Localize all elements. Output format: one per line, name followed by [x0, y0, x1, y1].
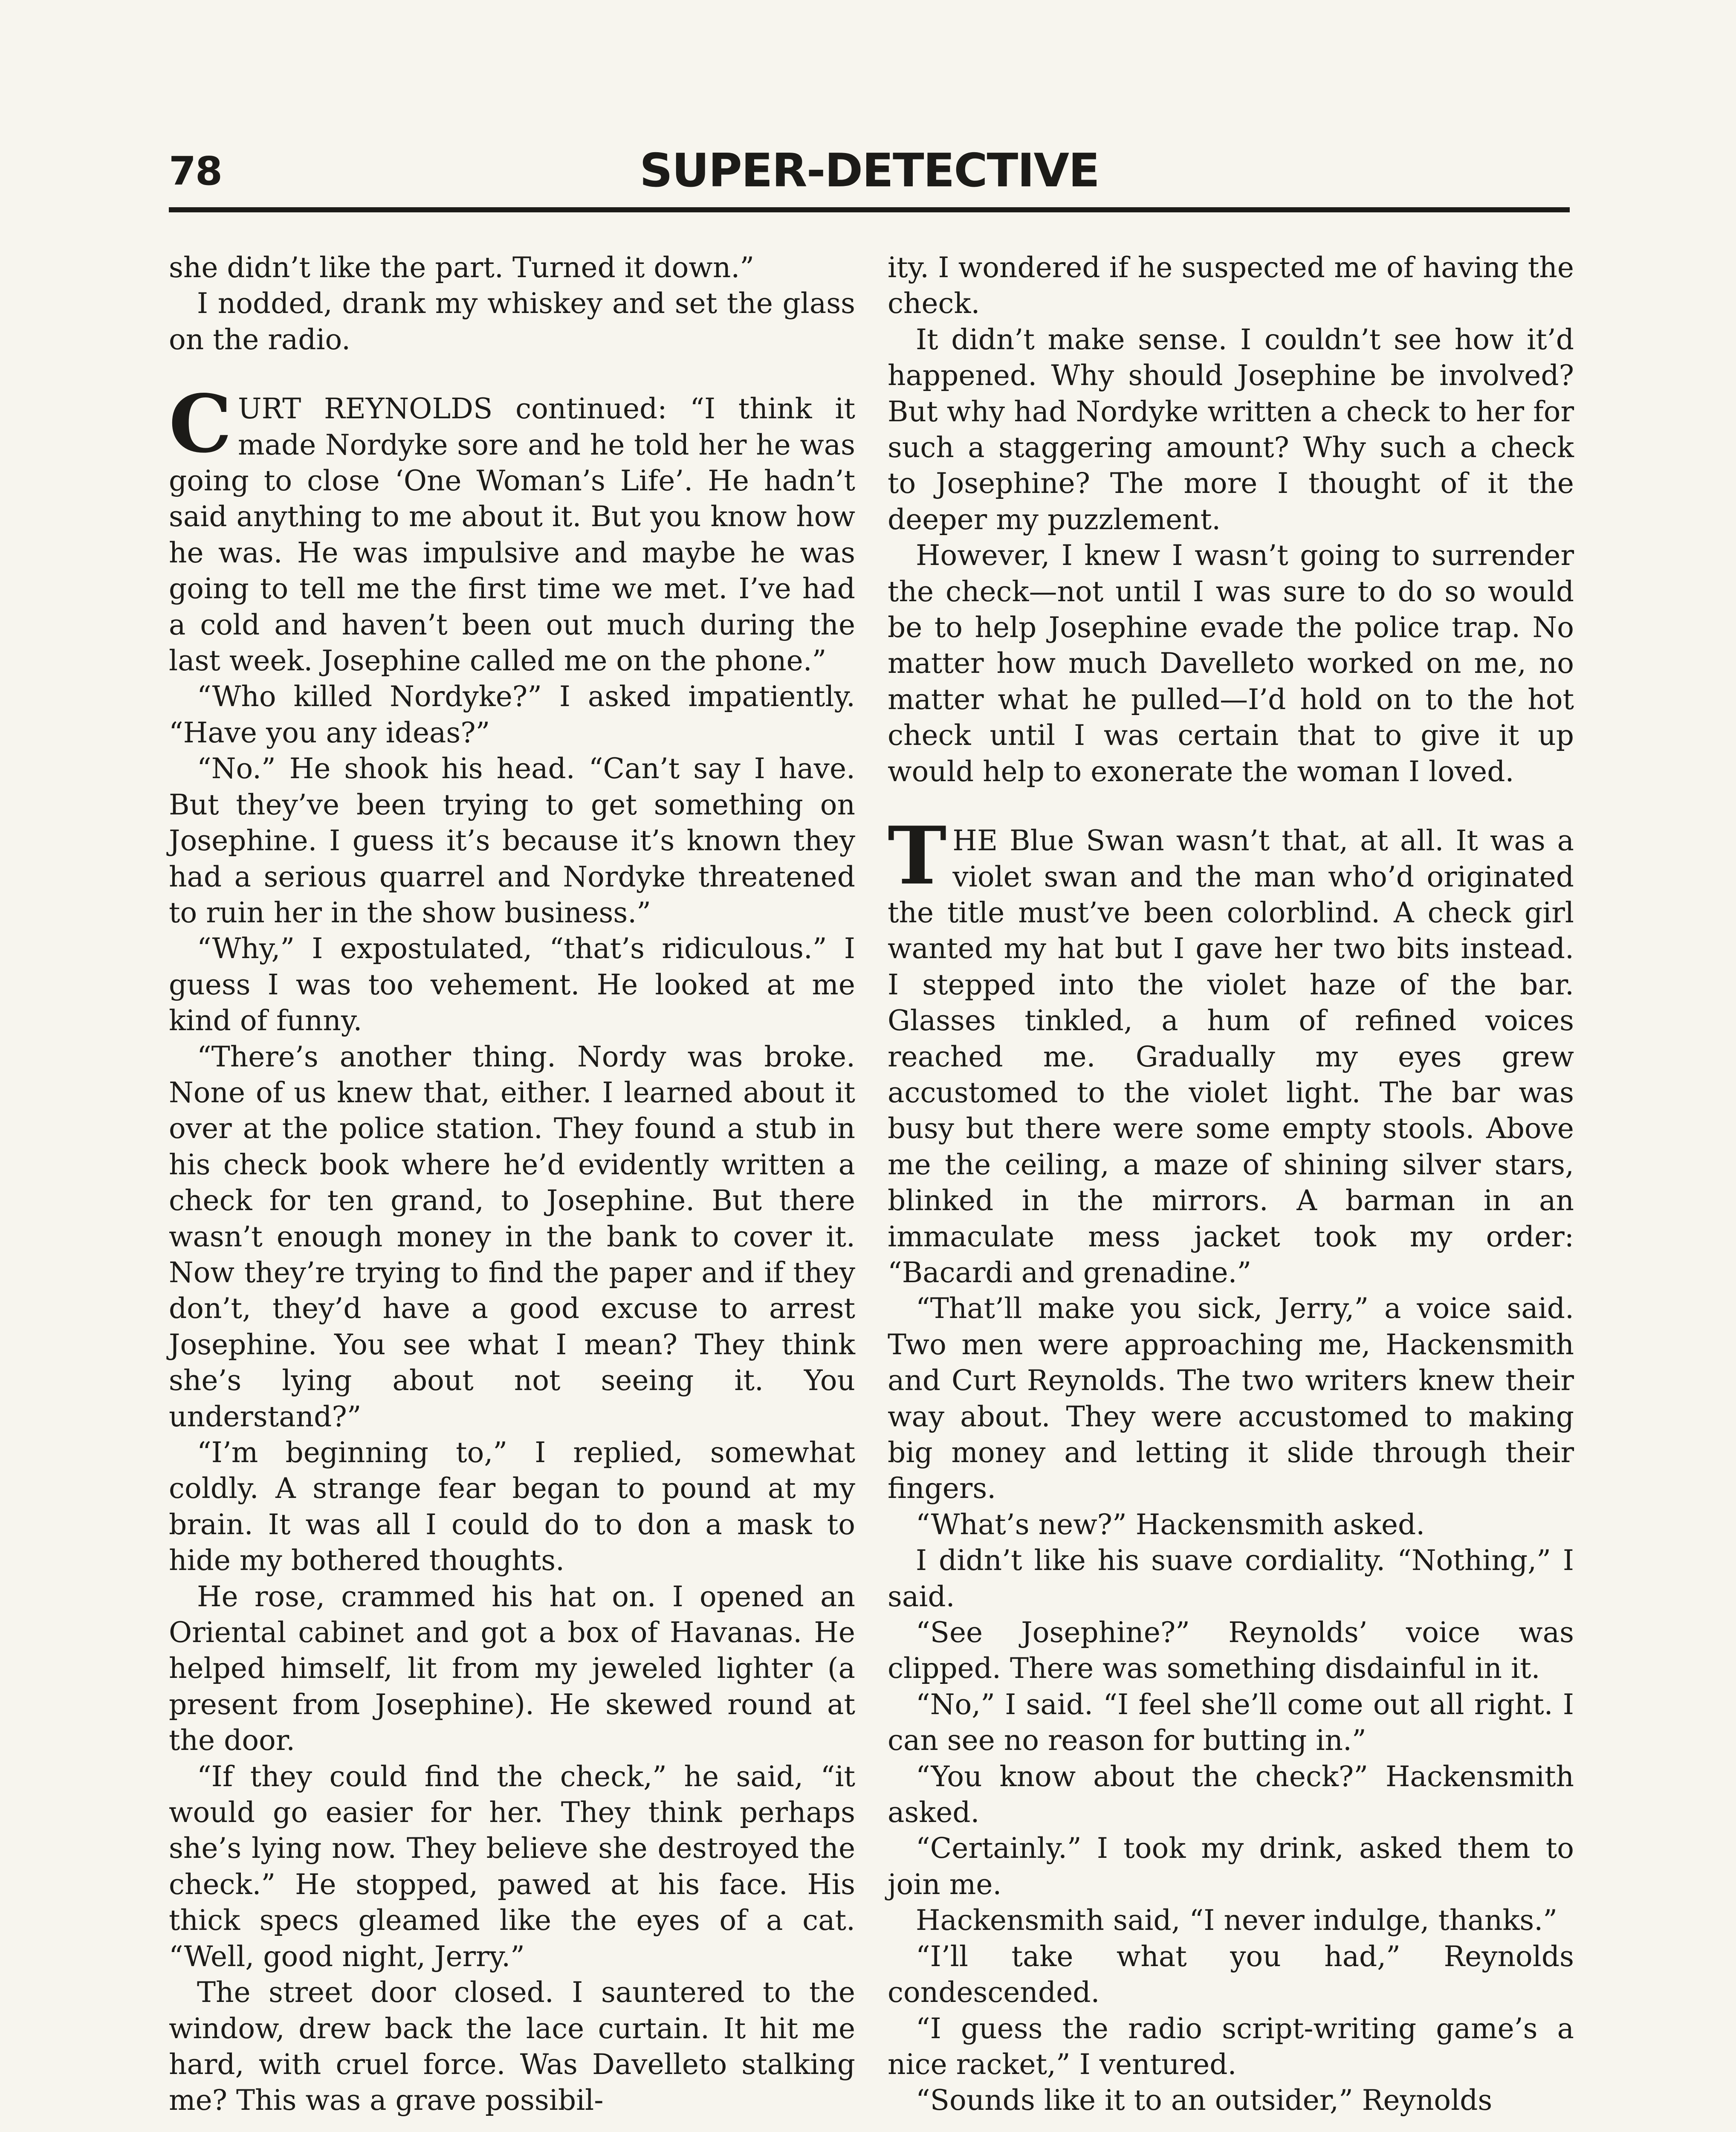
paragraph: “Sounds like it to an outsider,” Reynolds: [916, 2084, 1493, 2117]
paragraph: “No,” I said. “I feel she’ll come out all right. I can see no reason for butting in.”: [888, 1688, 1574, 1757]
header-rule: [169, 207, 1570, 212]
page-header: [169, 141, 1570, 205]
section-opening-paragraph: [888, 809, 1574, 1291]
paragraph-text: HE Blue Swan wasn’t that, at all. It was a violet swan and the man who’d originated the title must’ve been colorblind. A check girl wanted my hat but I gave her two bits instead. I stepped into the violet haze of the bar. Glasses tinkled, a hum of refined voices reached me. Gradually my eyes grew accustomed to the violet light. The bar was busy but there were some empty stools. Above me the ceiling, a maze of shining silver stars, blinked in the mirrors. A barman in an immaculate mess jacket took my order: “Bacardi and grenadine.”: [888, 824, 1574, 1289]
paragraph: she didn’t like the part. Turned it down.”: [169, 251, 755, 284]
paragraph: I nodded, drank my whiskey and set the glass on the radio.: [169, 287, 855, 356]
paragraph: “That’ll make you sick, Jerry,” a voice said. Two men were approaching me, Hackensmith and Curt Reynolds. The two writers knew their way about. They were accustomed to making big money and letting it slide through their fingers.: [888, 1292, 1574, 1505]
paragraph: “I’ll take what you had,” Reynolds condescended.: [888, 1940, 1574, 2009]
drop-cap: T: [888, 809, 947, 903]
paragraph: The street door closed. I sauntered to the window, drew back the lace curtain. It hit me hard, with cruel force. Was Davelleto stalking me? This was a grave possibil-: [169, 1976, 855, 2117]
page-number: 78: [169, 148, 222, 194]
paragraph: “If they could find the check,” he said, “it would go easier for her. They think perhaps she’s lying now. They believe she destroyed the check.” He stopped, pawed at his face. His thick specs gleamed like the eyes of a cat. “Well, good night, Jerry.”: [169, 1760, 855, 1973]
left-column: [169, 250, 855, 2119]
paragraph: “Who killed Nordyke?” I asked impatiently. “Have you any ideas?”: [169, 680, 855, 749]
paragraph: However, I knew I wasn’t going to surrender the check—not until I was sure to do so would be to help Josephine evade the police trap. No matter how much Davelleto worked on me, no matter what he pulled—I’d hold on to the hot check until I was certain that to give it up would help to exonerate the woman I loved.: [888, 539, 1574, 788]
running-head-title: SUPER-DETECTIVE: [639, 144, 1099, 197]
paragraph: He rose, crammed his hat on. I opened an Oriental cabinet and got a box of Havanas. He helped himself, lit from my jeweled lighter (a present from Josephine). He skewed round at the door.: [169, 1580, 855, 1757]
paragraph: “See Josephine?” Reynolds’ voice was clipped. There was something disdainful in it.: [888, 1616, 1574, 1685]
paragraph-text: URT REYNOLDS continued: “I think it made Nordyke sore and he told her he was going to close ‘One Woman’s Life’. He hadn’t said anything to me about it. But you know how he was. He was impulsive and maybe he was going to tell me the first time we met. I’ve had a cold and haven’t been out much during the last week. Josephine called me on the phone.”: [169, 392, 855, 678]
paragraph: “I’m beginning to,” I replied, somewhat coldly. A strange fear began to pound at my brain. It was all I could do to don a mask to hide my bothered thoughts.: [169, 1436, 855, 1577]
paragraph: “Certainly.” I took my drink, asked them to join me.: [888, 1832, 1574, 1901]
paragraph: “There’s another thing. Nordy was broke. None of us knew that, either. I learned about it over at the police station. They found a stub in his check book where he’d evidently written a check for ten grand, to Josephine. But there wasn’t enough money in the bank to cover it. Now they’re trying to find the paper and if they don’t, they’d have a good excuse to arrest Josephine. You see what I mean? They think she’s lying about not seeing it. You understand?”: [169, 1040, 855, 1433]
paragraph: ity. I wondered if he suspected me of having the check.: [888, 251, 1574, 320]
paragraph: “What’s new?” Hackensmith asked.: [916, 1508, 1425, 1541]
right-column: [888, 250, 1574, 2119]
section-opening-paragraph: [169, 377, 855, 679]
paragraph: It didn’t make sense. I couldn’t see how it’d happened. Why should Josephine be involved? But why had Nordyke written a check to her for such a staggering amount? Why such a check to Josephine? The more I thought of it the deeper my puzzlement.: [888, 323, 1574, 536]
paragraph: “Why,” I expostulated, “that’s ridiculous.” I guess I was too vehement. He looked at me kind of funny.: [169, 932, 855, 1037]
paragraph: “No.” He shook his head. “Can’t say I have. But they’ve been trying to get something on Josephine. I guess it’s because it’s known they had a serious quarrel and Nordyke threatened to ruin her in the show business.”: [169, 752, 855, 929]
paragraph: I didn’t like his suave cordiality. “Nothing,” I said.: [888, 1544, 1574, 1613]
paragraph: “I guess the radio script-writing game’s a nice racket,” I ventured.: [888, 2012, 1574, 2081]
paragraph: “You know about the check?” Hackensmith asked.: [888, 1760, 1574, 1829]
drop-cap: C: [169, 377, 232, 471]
paragraph: Hackensmith said, “I never indulge, thanks.”: [916, 1904, 1557, 1937]
